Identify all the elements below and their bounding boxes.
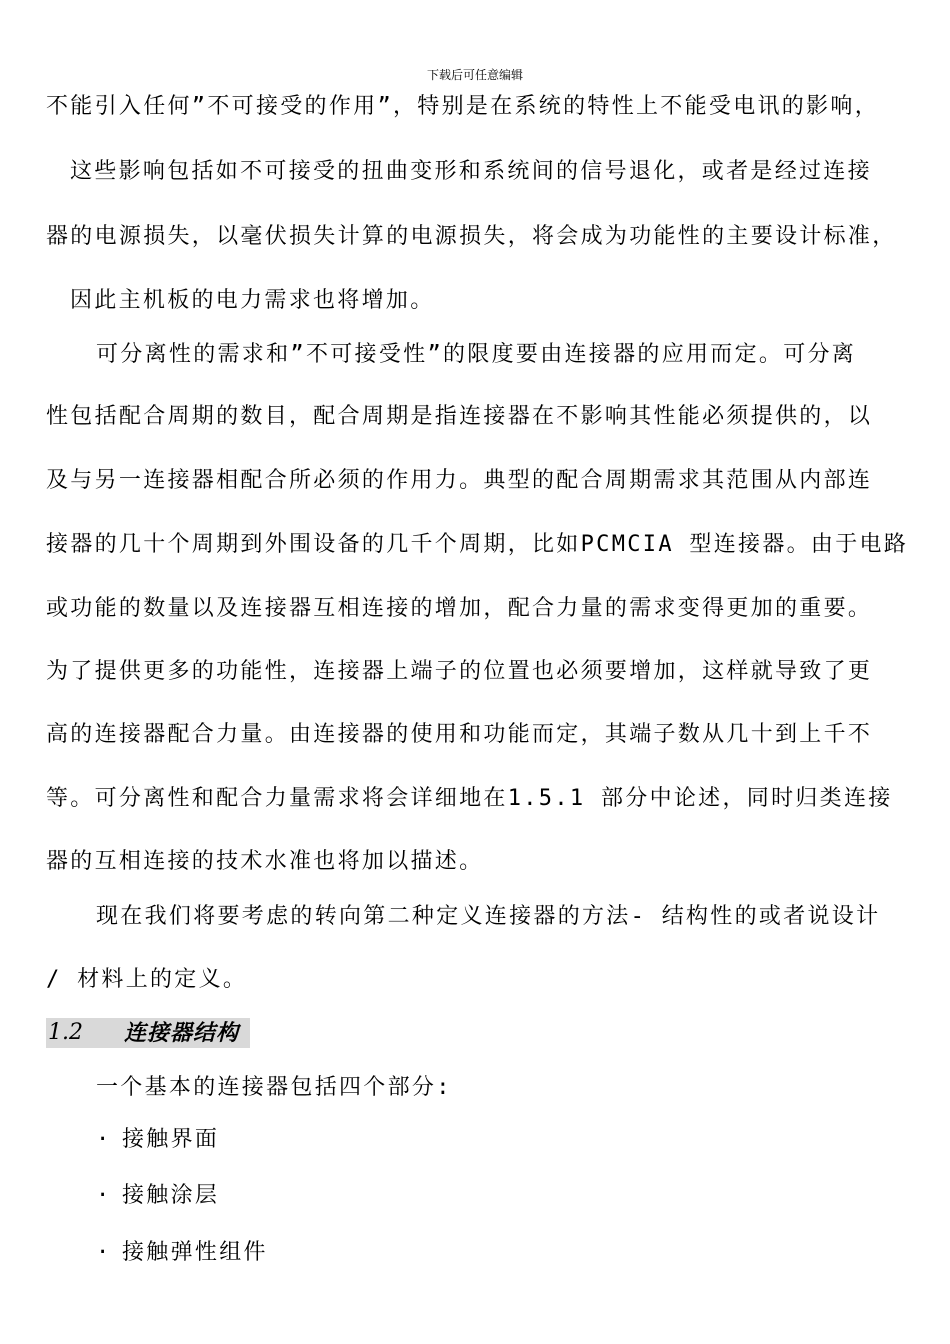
intro-text: 一个基本的连接器包括四个部分: — [96, 1075, 452, 1100]
text-line: 为了提供更多的功能性，连接器上端子的位置也必须要增加，这样就导致了更 — [46, 659, 873, 684]
list-item-text: 接触界面 — [122, 1127, 220, 1152]
list-item-text: 接触涂层 — [122, 1183, 220, 1208]
text-line: 可分离性的需求和”不可接受性”的限度要由连接器的应用而定。可分离 — [96, 342, 857, 367]
text-line: 等。可分离性和配合力量需求将会详细地在1.5.1 部分中论述，同时归类连接 — [46, 786, 893, 811]
list-item-text: 接触弹性组件 — [122, 1240, 268, 1265]
list-item — [96, 1238, 268, 1268]
list-item — [96, 1181, 219, 1211]
text-line: 性包括配合周期的数目，配合周期是指连接器在不影响其性能必须提供的，以 — [46, 404, 873, 429]
text-line: 器的电源损失，以毫伏损失计算的电源损失，将会成为功能性的主要设计标准， — [46, 224, 897, 249]
text-line: 或功能的数量以及连接器互相连接的增加，配合力量的需求变得更加的重要。 — [46, 596, 873, 621]
bullet-mark: · — [96, 1240, 112, 1265]
text-line: 不能引入任何”不可接受的作用”，特别是在系统的特性上不能受电讯的影响， — [46, 94, 879, 119]
text-line: 现在我们将要考虑的转向第二种定义连接器的方法- 结构性的或者说设计 — [96, 904, 881, 929]
section-title: 连接器结构 — [124, 1020, 240, 1046]
text-line: 高的连接器配合力量。由连接器的使用和功能而定，其端子数从几十到上千不 — [46, 722, 873, 747]
bullet-mark: · — [96, 1127, 112, 1152]
list-item — [96, 1125, 219, 1155]
text-line: 因此主机板的电力需求也将增加。 — [70, 288, 435, 313]
text-line: 接器的几十个周期到外围设备的几千个周期，比如PCMCIA 型连接器。由于电路 — [46, 532, 909, 557]
text-line: 及与另一连接器相配合所必须的作用力。典型的配合周期需求其范围从内部连 — [46, 468, 873, 493]
text-line: / 材料上的定义。 — [46, 967, 248, 992]
text-line: 器的互相连接的技术水准也将加以描述。 — [46, 849, 484, 874]
page-header: 下载后可任意编辑 — [426, 68, 523, 82]
section-heading — [46, 1018, 250, 1048]
text-line: 这些影响包括如不可接受的扭曲变形和系统间的信号退化，或者是经过连接 — [70, 159, 872, 184]
section-number: 1.2 — [48, 1020, 83, 1045]
bullet-mark: · — [96, 1183, 112, 1208]
